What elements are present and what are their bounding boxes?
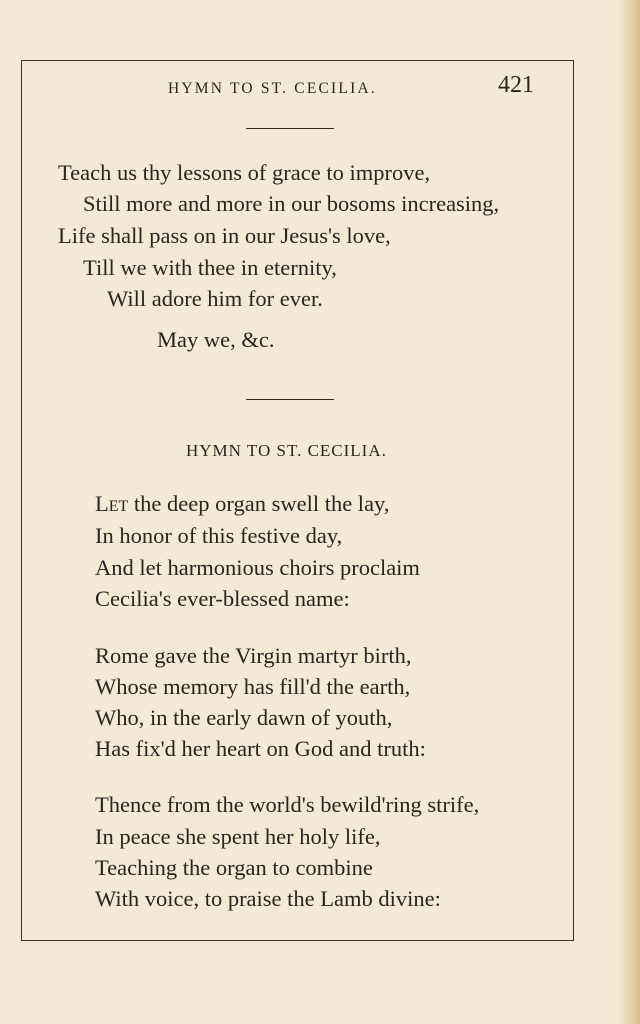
verse-line: Till we with thee in eternity,	[83, 255, 337, 280]
verse-line: Thence from the world's bewild'ring strife,	[95, 792, 480, 817]
page-edge-shading	[618, 0, 640, 1024]
verse-line: Rome gave the Virgin martyr birth,	[95, 643, 412, 668]
verse-line: Has fix'd her heart on God and truth:	[95, 736, 426, 761]
verse-line: In honor of this festive day,	[95, 523, 343, 548]
refrain-line: May we, &c.	[157, 327, 275, 352]
verse-line: Teach us thy lessons of grace to improve,	[58, 160, 431, 185]
verse-line: Still more and more in our bosoms increasing,	[83, 191, 500, 216]
verse-line: Who, in the early dawn of youth,	[95, 705, 393, 730]
section-rule	[246, 399, 334, 400]
verse-line: Cecilia's ever-blessed name:	[95, 586, 350, 611]
first-line-rest: the deep organ swell the lay,	[128, 491, 390, 516]
verse-line: With voice, to praise the Lamb divine:	[95, 886, 441, 911]
verse-line: Life shall pass on in our Jesus's love,	[58, 223, 391, 248]
verse-line: Whose memory has fill'd the earth,	[95, 674, 411, 699]
verse-line: Teaching the organ to combine	[95, 855, 373, 880]
verse-line: And let harmonious choirs proclaim	[95, 555, 420, 580]
verse-line: Will adore him for ever.	[107, 286, 323, 311]
hymn-title: HYMN TO ST. CECILIA.	[186, 441, 387, 460]
first-word: Let	[95, 491, 129, 516]
verse-line: In peace she spent her holy life,	[95, 824, 381, 849]
verse-line-first	[95, 491, 389, 517]
header-rule	[246, 128, 334, 129]
page-number: 421	[498, 72, 534, 98]
running-title: HYMN TO ST. CECILIA.	[168, 80, 377, 97]
